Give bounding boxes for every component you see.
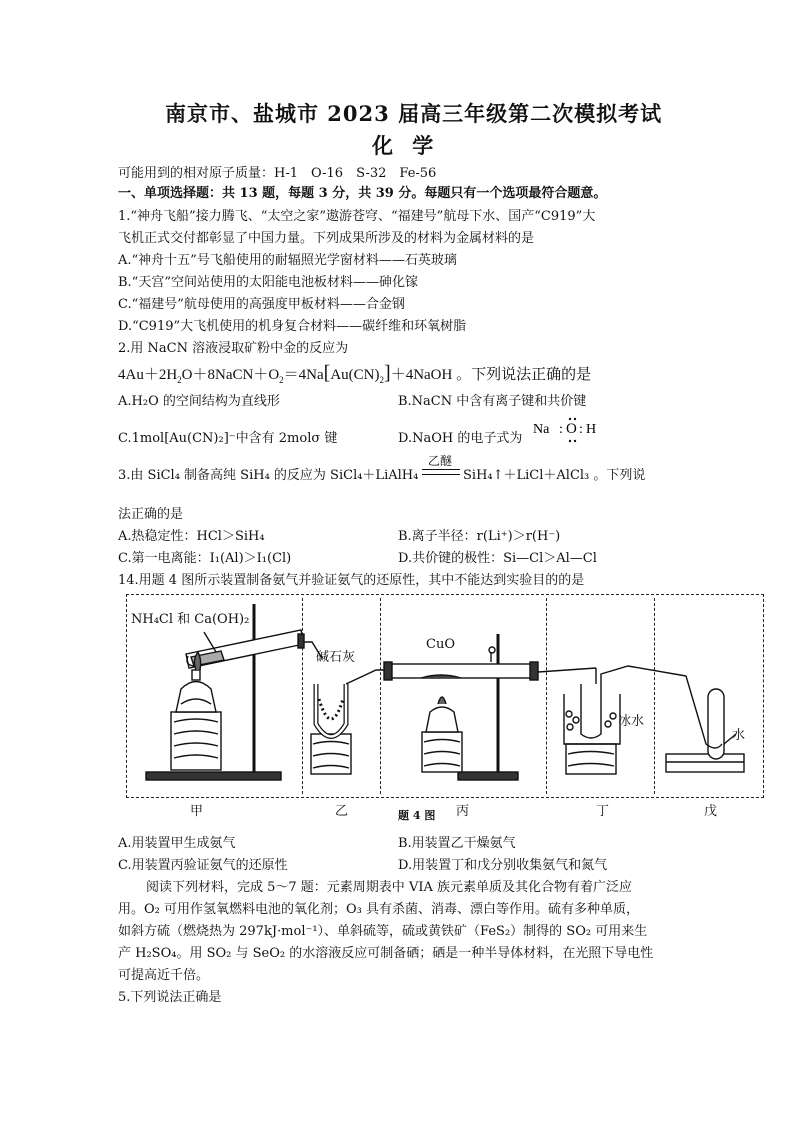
svg-text:O: O [566, 421, 577, 437]
electron-dot-diagram [533, 414, 613, 446]
q4-option-a: A.用装置甲生成氨气 [118, 836, 236, 851]
eq-part-2: O＋8NaCN＋O [181, 367, 280, 383]
q3-option-b: B.离子半径：r(Li⁺)＞r(H⁻) [398, 529, 561, 544]
q1-option-a: A.“神舟十五”号飞船使用的耐辐照光学窗材料——石英玻璃 [118, 253, 457, 268]
q4-option-c: C.用装置丙验证氨气的还原性 [118, 858, 288, 873]
eq-part-3: ＝4Na [283, 367, 324, 383]
figure-caption: 题 4 图 [398, 809, 436, 822]
water-label: 水 [732, 728, 746, 743]
atomic-mass-line: 可能用到的相对原子质量：H-1 O-16 S-32 Fe-56 [118, 166, 437, 181]
q4-option-b: B.用装置乙干燥氨气 [398, 836, 516, 851]
q1-option-d: D.“C919”大飞机使用的机身复合材料——碳纤维和环氧树脂 [118, 319, 467, 334]
reading-line-2: 用。O₂ 可用作氢氧燃料电池的氧化剂；O₃ 具有杀菌、消毒、漂白等作用。硫有多种单质， [118, 902, 640, 917]
svg-text:H: H [586, 422, 597, 437]
svg-text::: : [579, 422, 583, 437]
eq-tail: ＋4NaOH 。下列说法正确的是 [390, 367, 592, 383]
label-bing: 丙 [456, 804, 470, 819]
soda-lime-label: 碱石灰 [316, 650, 356, 665]
label-jia: 甲 [190, 804, 204, 819]
q3-stem-start: 3.由 SiCl₄ 制备高纯 SiH₄ 的反应为 SiCl₄＋LiAlH₄ [118, 468, 419, 483]
q2-option-b: B.NaCN 中含有离子键和共价键 [398, 394, 587, 409]
page-title: 南京市、盐城市 2023 届高三年级第二次模拟考试 [165, 101, 663, 126]
reagent-label: NH₄Cl 和 Ca(OH)₂ [131, 612, 250, 627]
reading-line-4: 产 H₂SO₄。用 SO₂ 与 SeO₂ 的水溶液反应可制备硒；硒是一种半导体材料，在光照下导电性 [118, 946, 654, 961]
q4-option-d: D.用装置丁和戊分别收集氨气和氮气 [398, 858, 608, 873]
q3-stem-line2: 法正确的是 [118, 507, 184, 522]
reaction-equals [422, 469, 460, 475]
q1-stem-line2: 飞机正式交付都彰显了中国力量。下列成果所涉及的材料为金属材料的是 [118, 231, 535, 246]
cuo-label: CuO [426, 637, 455, 652]
ice-water-label: 冰水 [618, 714, 645, 729]
q3-catalyst: 乙醚 [428, 454, 453, 468]
reading-line-5: 可提高近千倍。 [118, 968, 210, 983]
label-yi: 乙 [335, 804, 349, 819]
q2-stem: 2.用 NaCN 溶液浸取矿粉中金的反应为 [118, 341, 349, 356]
svg-text:Na: Na [533, 422, 550, 437]
q2-option-c: C.1mol[Au(CN)₂]⁻中含有 2molσ 键 [118, 431, 338, 446]
reading-line-1: 阅读下列材料，完成 5～7 题：元素周期表中 VIA 族元素单质及其化合物有着广泛应 [146, 880, 632, 895]
eq-part-1: 4Au＋2H [118, 367, 178, 383]
q1-option-b: B.“天宫”空间站使用的太阳能电池板材料——砷化镓 [118, 275, 418, 290]
label-wu: 戊 [704, 804, 718, 819]
svg-text::: : [559, 422, 563, 437]
section-heading: 一、单项选择题：共 13 题，每题 3 分，共 39 分。每题只有一个选项最符合题意。 [118, 186, 607, 201]
q3-option-c: C.第一电离能：I₁(Al)＞I₁(Cl) [118, 551, 292, 566]
q2-option-a: A.H₂O 的空间结构为直线形 [118, 394, 280, 409]
electron-formula-naoh [533, 414, 613, 450]
q5-stem: 5.下列说法正确是 [118, 990, 222, 1005]
q3-option-d: D.共价键的极性：Si—Cl＞Al—Cl [398, 551, 597, 566]
q3-stem-end: SiH₄↑＋LiCl＋AlCl₃ 。下列说 [463, 468, 646, 483]
label-ding: 丁 [596, 804, 610, 819]
eq-complex: Au(CN) [330, 367, 380, 383]
reading-line-3: 如斜方硫（燃烧热为 297kJ·mol⁻¹）、单斜硫等，硫或黄铁矿（FeS₂）制得的 SO₂ 可用来生 [118, 924, 648, 939]
q2-equation: $4Au+2H_2O+8NaCN+O_2=4Na[Au(CN)_2]+4NaOH$ 。下列说法正确的是 [118, 362, 592, 385]
q1-option-c: C.“福建号”航母使用的高强度甲板材料——合金钢 [118, 297, 405, 312]
q3-option-a: A.热稳定性：HCl＞SiH₄ [118, 529, 265, 544]
q2-option-d: D.NaOH 的电子式为 [398, 431, 523, 446]
subject-title: 化 学 [372, 133, 440, 158]
q1-stem-line1: 1.“神舟飞船”接力腾飞、“太空之家”遨游苍穹、“福建号”航母下水、国产“C919”大 [118, 209, 596, 224]
q4-stem: 14.用题 4 图所示装置制备氨气并验证氨气的还原性，其中不能达到实验目的的是 [118, 573, 585, 588]
